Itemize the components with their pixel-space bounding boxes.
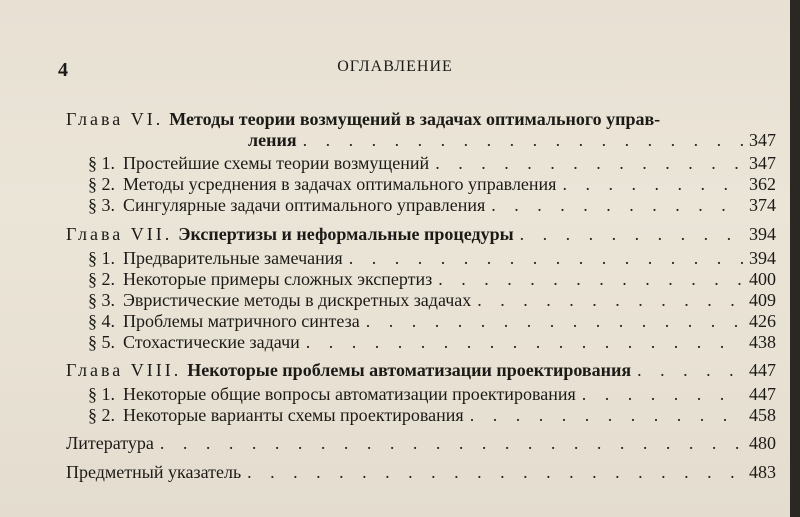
chapter-title-continuation: ления xyxy=(248,130,297,150)
dot-leader xyxy=(438,268,743,290)
section-title: Стохастические задачи xyxy=(123,332,300,352)
section-title: Эвристические методы в дискретных задачах xyxy=(123,290,472,310)
toc-section xyxy=(88,310,776,332)
chapter-title: Методы теории возмущений в задачах оптимального управ- xyxy=(169,109,661,129)
dot-leader xyxy=(366,310,743,332)
section-number: § 2. xyxy=(88,174,115,194)
page-ref: 362 xyxy=(749,174,776,194)
section-number: § 3. xyxy=(88,195,115,215)
section-number: § 1. xyxy=(88,153,115,173)
section-title: Сингулярные задачи оптимального управления xyxy=(123,195,486,215)
back-matter-title: Литература xyxy=(66,433,154,453)
toc-section xyxy=(88,152,776,174)
page-ref: 409 xyxy=(749,290,776,310)
toc-section xyxy=(88,173,776,195)
section-number: § 2. xyxy=(88,405,115,425)
page-ref: 374 xyxy=(749,195,776,215)
section-title: Методы усреднения в задачах оптимального управления xyxy=(123,174,557,194)
section-title: Простейшие схемы теории возмущений xyxy=(123,153,430,173)
section-number: § 1. xyxy=(88,384,115,404)
toc-section xyxy=(88,289,776,311)
page-number: 4 xyxy=(58,59,68,81)
page-ref: 394 xyxy=(749,224,776,244)
dot-leader xyxy=(477,289,743,311)
back-matter-title: Предметный указатель xyxy=(66,462,242,482)
page-ref: 458 xyxy=(749,405,776,425)
page-ref: 347 xyxy=(749,130,776,150)
page-ref: 347 xyxy=(749,153,776,173)
dot-leader xyxy=(435,152,743,174)
chapter-heading-continuation xyxy=(248,129,776,151)
dot-leader xyxy=(582,383,743,405)
dot-leader xyxy=(470,404,743,426)
section-number: § 2. xyxy=(88,269,115,289)
toc-section xyxy=(88,404,776,426)
section-number: § 5. xyxy=(88,332,115,352)
dot-leader xyxy=(562,173,743,195)
dot-leader xyxy=(520,223,743,245)
chapter-title: Экспертизы и неформальные процедуры xyxy=(178,224,514,244)
dot-leader xyxy=(491,194,743,216)
page-ref: 394 xyxy=(749,248,776,268)
toc-back-matter xyxy=(66,432,776,454)
chapter-heading xyxy=(66,223,776,245)
section-number: § 4. xyxy=(88,311,115,331)
page-ref: 438 xyxy=(749,332,776,352)
toc-section xyxy=(88,247,776,269)
section-title: Некоторые примеры сложных экспертиз xyxy=(123,269,433,289)
dot-leader xyxy=(303,129,743,151)
dot-leader xyxy=(160,432,743,454)
section-title: Некоторые варианты схемы проектирования xyxy=(123,405,464,425)
section-number: § 1. xyxy=(88,248,115,268)
dot-leader xyxy=(349,247,743,269)
chapter-label: Глава VIII. xyxy=(66,360,182,380)
page-ref: 400 xyxy=(749,269,776,289)
dot-leader xyxy=(247,461,743,483)
section-title: Проблемы матричного синтеза xyxy=(123,311,360,331)
toc-section xyxy=(88,331,776,353)
chapter-title: Некоторые проблемы автоматизации проектирования xyxy=(187,360,632,380)
section-title: Некоторые общие вопросы автоматизации проектирования xyxy=(123,384,576,404)
page-ref: 480 xyxy=(749,433,776,453)
toc-back-matter xyxy=(66,461,776,483)
chapter-heading xyxy=(66,108,776,130)
dot-leader xyxy=(306,331,743,353)
page-ref: 447 xyxy=(749,384,776,404)
dot-leader xyxy=(637,359,743,381)
section-number: § 3. xyxy=(88,290,115,310)
toc-section xyxy=(88,383,776,405)
page-ref: 426 xyxy=(749,311,776,331)
toc-section xyxy=(88,194,776,216)
chapter-heading xyxy=(66,359,776,381)
section-title: Предварительные замечания xyxy=(123,248,343,268)
page-ref: 483 xyxy=(749,462,776,482)
page-ref: 447 xyxy=(749,360,776,380)
running-title: ОГЛАВЛЕНИЕ xyxy=(337,58,453,75)
toc-section xyxy=(88,268,776,290)
chapter-label: Глава VI. xyxy=(66,109,164,129)
chapter-label: Глава VII. xyxy=(66,224,173,244)
